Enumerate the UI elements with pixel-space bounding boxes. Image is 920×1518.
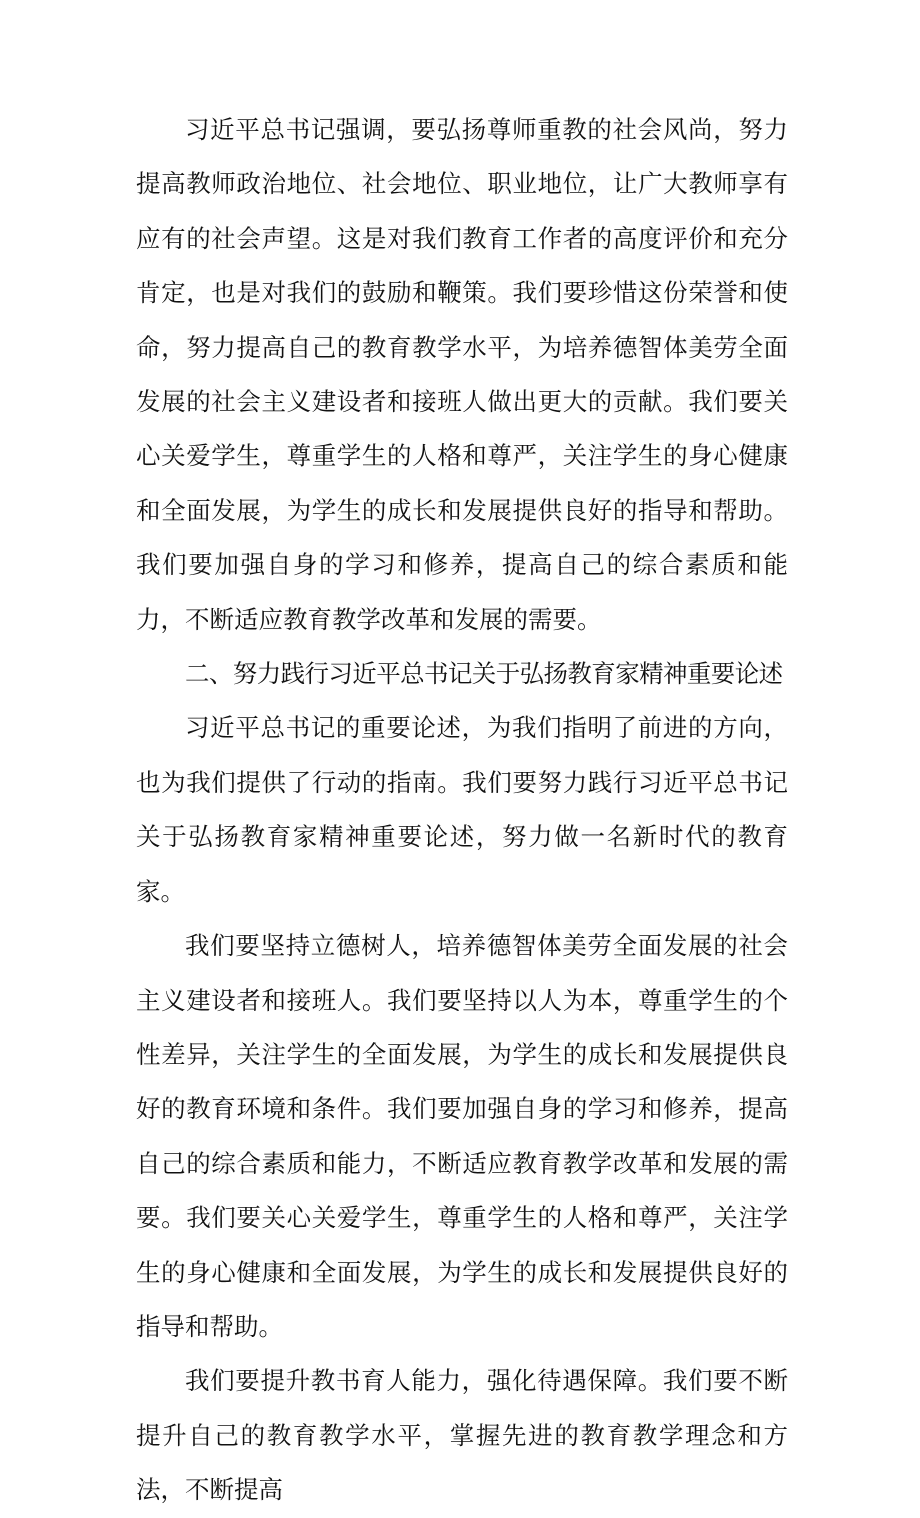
paragraph-speech-emphasis: 习近平总书记强调，要弘扬尊师重教的社会风尚，努力提高教师政治地位、社会地位、职业地位，让广大教师享有应有的社会声望。这是对我们教育工作者的高度评价和充分肯定，也是对我们的鼓励和鞭策。我们要珍惜这份荣誉和使命，努力提高自己的教育教学水平，为培养德智体美劳全面发展的社会主义建设者和接班人做出更大的贡献。我们要关心关爱学生，尊重学生的人格和尊严，关注学生的身心健康和全面发展，为学生的成长和发展提供良好的指导和帮助。我们要加强自身的学习和修养，提高自己的综合素质和能力，不断适应教育教学改革和发展的需要。 <box>136 115 788 634</box>
section-heading-two: 二、努力践行习近平总书记关于弘扬教育家精神重要论述 <box>185 659 783 689</box>
paragraph-teaching-ability: 我们要提升教书育人能力，强化待遇保障。我们要不断提升自己的教育教学水平，掌握先进的教育教学理念和方法，不断提高 <box>136 1366 788 1505</box>
paragraph-guidance: 习近平总书记的重要论述，为我们指明了前进的方向，也为我们提供了行动的指南。我们要努力践行习近平总书记关于弘扬教育家精神重要论述，努力做一名新时代的教育家。 <box>136 713 788 906</box>
paragraph-moral-education: 我们要坚持立德树人，培养德智体美劳全面发展的社会主义建设者和接班人。我们要坚持以人为本，尊重学生的个性差异，关注学生的全面发展，为学生的成长和发展提供良好的教育环境和条件。我们要加强自身的学习和修养，提高自己的综合素质和能力，不断适应教育教学改革和发展的需要。我们要关心关爱学生，尊重学生的人格和尊严，关注学生的身心健康和全面发展，为学生的成长和发展提供良好的指导和帮助。 <box>136 931 788 1341</box>
document-body <box>136 103 788 1518</box>
